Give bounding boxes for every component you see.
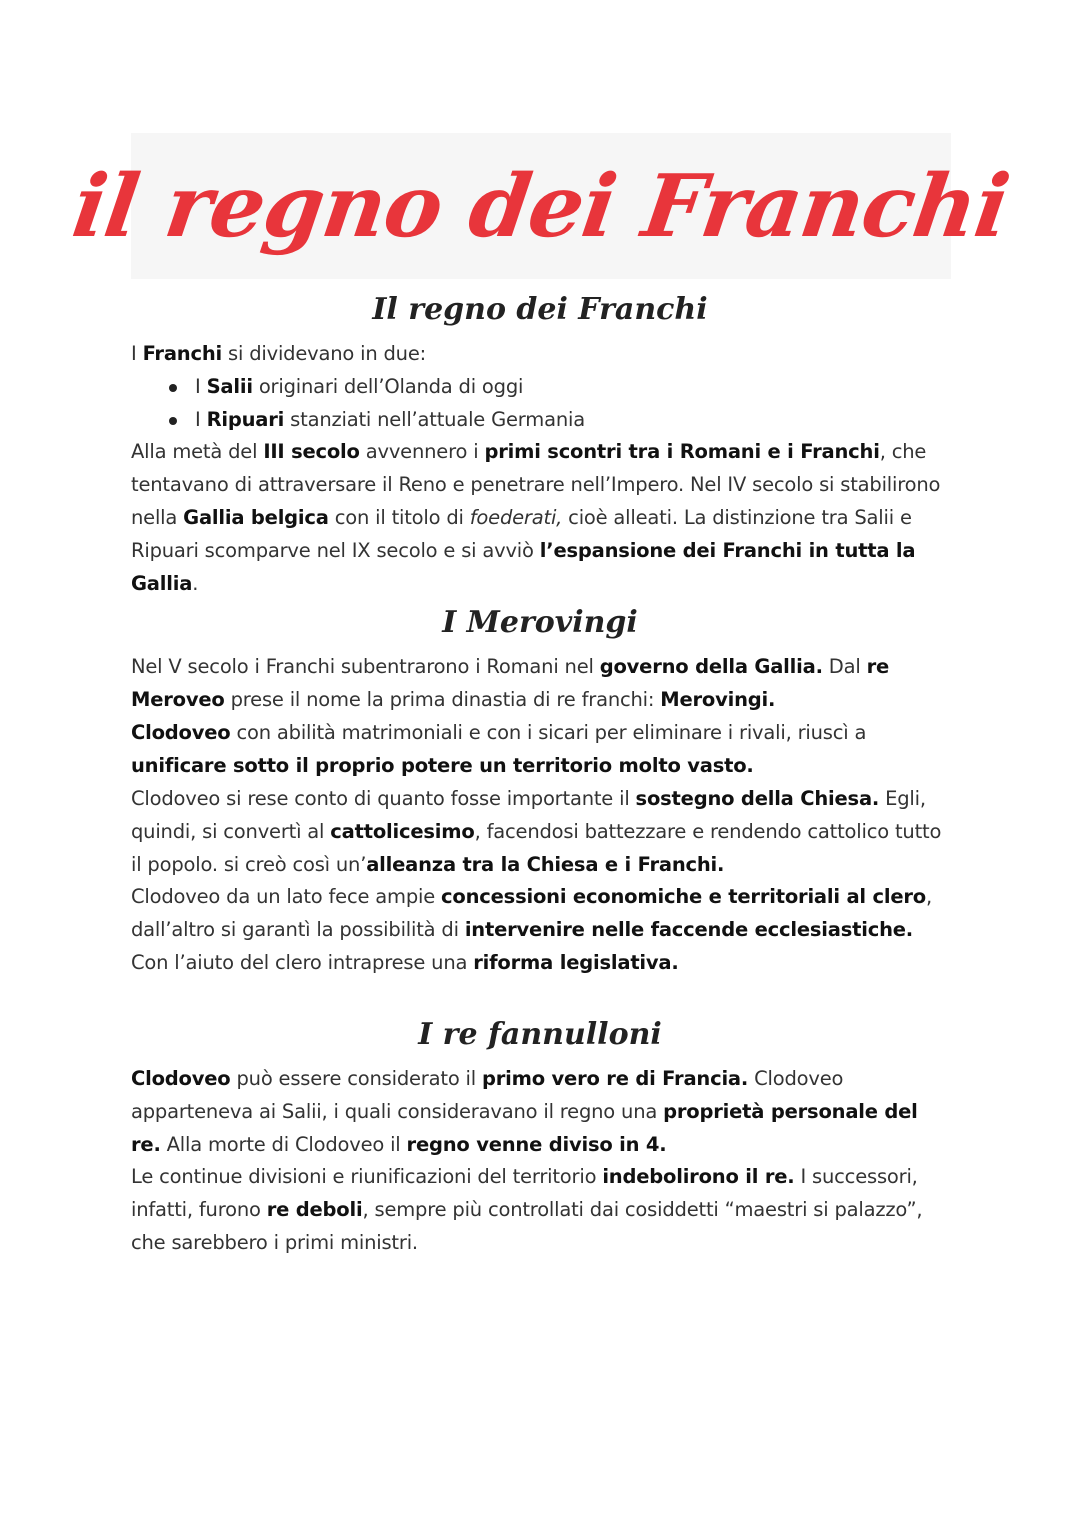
paragraph-clodoveo-unifica: Clodoveo con abilità matrimoniali e con i sicari per eliminare i rivali, riuscì a unificare sotto il proprio potere un territorio molto vasto. — [131, 721, 867, 777]
title-banner — [67, 133, 1015, 279]
bullet-dot-icon — [169, 384, 177, 392]
paragraph-governo: Nel V secolo i Franchi subentrarono i Romani nel governo della Gallia. Dal re Meroveo prese il nome la prima dinastia di re franchi: Merovingi. — [131, 655, 890, 711]
paragraph-scontri: Alla metà del III secolo avvennero i primi scontri tra i Romani e i Franchi, che tentavano di attraversare il Reno e penetrare nell’Impero. Nel IV secolo si stabilirono nella Gallia belgica con il titolo di foederati, cioè alleati. La distinzione tra Salii e Ripuari scomparve nel IX secolo e si avviò l’espansione dei Franchi in tutta la Gallia. — [131, 440, 941, 595]
paragraph-intro: I Franchi si dividevano in due: — [131, 342, 426, 365]
section-title-regno: Il regno dei Franchi — [372, 292, 708, 327]
paragraph-chiesa: Clodoveo si rese conto di quanto fosse importante il sostegno della Chiesa. Egli, quindi, si convertì al cattolicesimo, facendosi battezzare e rendendo cattolico tutto il popolo. si creò così un’alleanza tra la Chiesa e i Franchi. — [131, 787, 942, 876]
banner-title: il regno dei Franchi — [67, 155, 1015, 257]
list-item: I Salii originari dell’Olanda di oggi — [131, 370, 951, 403]
paragraph-concessioni: Clodoveo da un lato fece ampie concessioni economiche e territoriali al clero, dall’altro si garantì la possibilità di intervenire nelle faccende ecclesiastiche. Con l’aiuto del clero intraprese una riforma legislativa. — [131, 885, 932, 974]
paragraph-re-deboli: Le continue divisioni e riunificazioni del territorio indebolirono il re. I successori, infatti, furono re deboli, sempre più controllati dai cosiddetti “maestri si palazzo”, che sarebbero i primi ministri. — [131, 1165, 923, 1254]
section-title-fannulloni: I re fannulloni — [418, 1017, 662, 1052]
list-item: I Ripuari stanziati nell’attuale Germania — [131, 403, 951, 436]
paragraph-primo-re: Clodoveo può essere considerato il primo vero re di Francia. Clodoveo apparteneva ai Salii, i quali consideravano il regno una proprietà personale del re. Alla morte di Clodoveo il regno venne diviso in 4. — [131, 1067, 918, 1156]
section-title-merovingi: I Merovingi — [442, 605, 638, 640]
bullet-list-franchi — [131, 370, 951, 436]
bullet-dot-icon — [169, 417, 177, 425]
